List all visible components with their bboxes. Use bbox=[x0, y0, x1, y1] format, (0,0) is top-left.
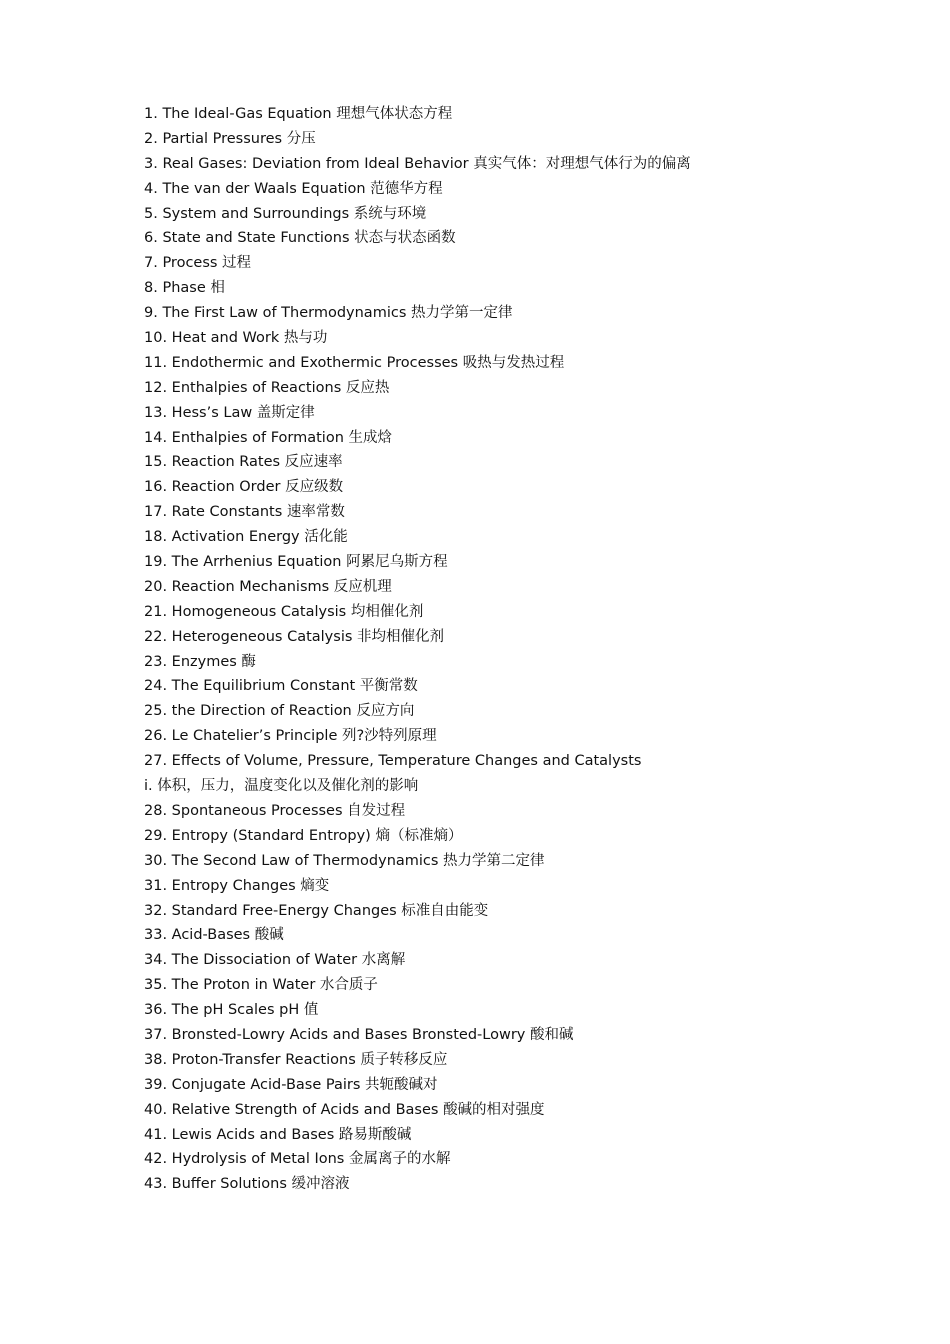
term-line: 14. Enthalpies of Formation 生成焓 bbox=[144, 429, 393, 446]
term-line: 42. Hydrolysis of Metal Ions 金属离子的水解 bbox=[144, 1151, 451, 1168]
term-line: 4. The van der Waals Equation 范德华方程 bbox=[144, 180, 443, 197]
term-line: 22. Heterogeneous Catalysis 非均相催化剂 bbox=[144, 628, 445, 645]
term-line: 37. Bronsted-Lowry Acids and Bases Bronsted-Lowry 酸和碱 bbox=[144, 1026, 574, 1043]
term-line: 17. Rate Constants 速率常数 bbox=[144, 504, 345, 521]
term-line: 19. The Arrhenius Equation 阿累尼乌斯方程 bbox=[144, 554, 448, 571]
term-line: 36. The pH Scales pH 值 bbox=[144, 1002, 319, 1019]
term-line: 39. Conjugate Acid-Base Pairs 共轭酸碱对 bbox=[144, 1076, 438, 1093]
term-line: 8. Phase 相 bbox=[144, 280, 225, 297]
term-line: 10. Heat and Work 热与功 bbox=[144, 330, 328, 347]
term-line: 21. Homogeneous Catalysis 均相催化剂 bbox=[144, 603, 424, 620]
term-line: 1. The Ideal-Gas Equation 理想气体状态方程 bbox=[144, 106, 453, 122]
term-line: 12. Enthalpies of Reactions 反应热 bbox=[144, 379, 390, 396]
term-line: 38. Proton-Transfer Reactions 质子转移反应 bbox=[144, 1051, 448, 1068]
term-line: 29. Entropy (Standard Entropy) 熵（标准熵） bbox=[144, 827, 463, 844]
term-line: 32. Standard Free-Energy Changes 标准自由能变 bbox=[144, 902, 489, 919]
term-line: 23. Enzymes 酶 bbox=[144, 653, 256, 670]
term-line: 7. Process 过程 bbox=[144, 255, 252, 272]
term-line: 27. Effects of Volume, Pressure, Temperature Changes and Catalysts bbox=[144, 753, 642, 770]
term-line: 26. Le Chatelier’s Principle 列?沙特列原理 bbox=[144, 728, 437, 745]
term-line: 34. The Dissociation of Water 水离解 bbox=[144, 952, 406, 969]
term-line: 33. Acid-Bases 酸碱 bbox=[144, 927, 284, 944]
term-line: 18. Activation Energy 活化能 bbox=[144, 529, 348, 546]
term-line: 24. The Equilibrium Constant 平衡常数 bbox=[144, 678, 418, 695]
term-line: 2. Partial Pressures 分压 bbox=[144, 130, 316, 147]
term-line: 16. Reaction Order 反应级数 bbox=[144, 479, 344, 496]
term-line: 5. System and Surroundings 系统与环境 bbox=[144, 205, 427, 222]
term-line: 6. State and State Functions 状态与状态函数 bbox=[144, 230, 456, 247]
term-line: 3. Real Gases: Deviation from Ideal Behavior 真实气体：对理想气体行为的偏离 bbox=[144, 155, 691, 172]
term-line: 13. Hess’s Law 盖斯定律 bbox=[144, 404, 315, 421]
term-line: i. 体积，压力，温度变化以及催化剂的影响 bbox=[144, 778, 419, 795]
term-line: 40. Relative Strength of Acids and Bases 酸碱的相对强度 bbox=[144, 1101, 545, 1118]
term-line: 43. Buffer Solutions 缓冲溶液 bbox=[144, 1176, 350, 1193]
term-line: 9. The First Law of Thermodynamics 热力学第一定律 bbox=[144, 305, 513, 322]
term-line: 20. Reaction Mechanisms 反应机理 bbox=[144, 578, 392, 595]
term-line: 35. The Proton in Water 水合质子 bbox=[144, 977, 378, 994]
term-line: 25. the Direction of Reaction 反应方向 bbox=[144, 703, 415, 720]
term-line: 31. Entropy Changes 熵变 bbox=[144, 877, 330, 894]
term-list bbox=[144, 102, 904, 1197]
term-line: 28. Spontaneous Processes 自发过程 bbox=[144, 802, 406, 819]
term-line: 41. Lewis Acids and Bases 路易斯酸碱 bbox=[144, 1126, 412, 1143]
term-line: 11. Endothermic and Exothermic Processes 吸热与发热过程 bbox=[144, 354, 565, 371]
term-line: 15. Reaction Rates 反应速率 bbox=[144, 454, 343, 471]
term-line: 30. The Second Law of Thermodynamics 热力学第二定律 bbox=[144, 852, 545, 869]
